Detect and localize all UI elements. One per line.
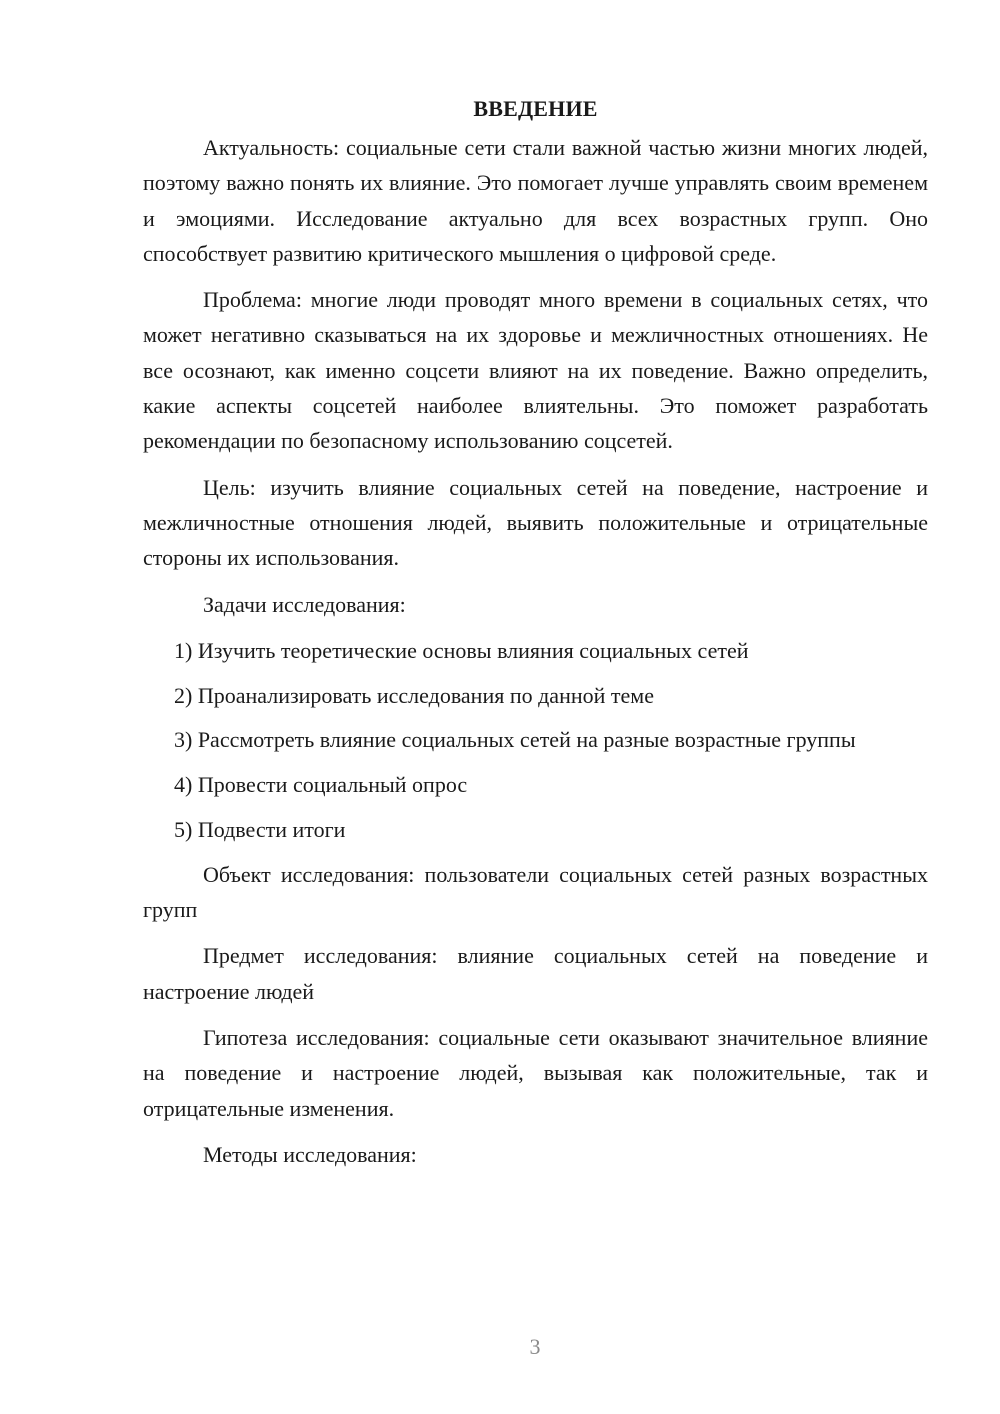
list-item-task-2: 2) Проанализировать исследования по данной теме [174,682,654,708]
methods-heading: Методы исследования: [203,1141,417,1167]
list-item-task-5: 5) Подвести итоги [174,817,346,843]
paragraph-goal: Цель: изучить влияние социальных сетей на поведение, настроение и межличностные отношения людей, выявить положительные и отрицательные стороны их использования. [143,474,928,571]
page-title: ВВЕДЕНИЕ [473,96,598,121]
tasks-heading: Задачи исследования: [203,591,406,617]
page-number: 3 [529,1334,541,1359]
list-item-task-3: 3) Рассмотреть влияние социальных сетей на разные возрастные группы [174,727,856,753]
paragraph-object: Объект исследования: пользователи социальных сетей разных возрастных групп [143,861,928,923]
list-item-task-4: 4) Провести социальный опрос [174,772,468,798]
paragraph-problem: Проблема: многие люди проводят много времени в социальных сетях, что может негативно сказываться на их здоровье и межличностных отношениях. Не все осознают, как именно соцсети влияют на их поведение. Важно определить, какие аспекты соцсетей наиболее влиятельны. Это поможет разработать рекомендации по безопасному использованию соцсетей. [143,287,928,454]
paragraph-subject: Предмет исследования: влияние социальных сетей на поведение и настроение людей [143,943,928,1004]
paragraph-relevance: Актуальность: социальные сети стали важной частью жизни многих людей, поэтому важно понять их влияние. Это помогает лучше управлять своим временем и эмоциями. Исследование актуально для всех возрастных групп. Оно способствует развитию критического мышления о цифровой среде. [143,135,928,266]
tasks-list [143,633,928,847]
paragraph-hypothesis: Гипотеза исследования: социальные сети оказывают значительное влияние на поведение и настроение людей, вызывая как положительные, так и отрицательные изменения. [143,1025,928,1121]
list-item-task-1: 1) Изучить теоретические основы влияния социальных сетей [174,637,749,663]
document-page [143,92,928,1183]
